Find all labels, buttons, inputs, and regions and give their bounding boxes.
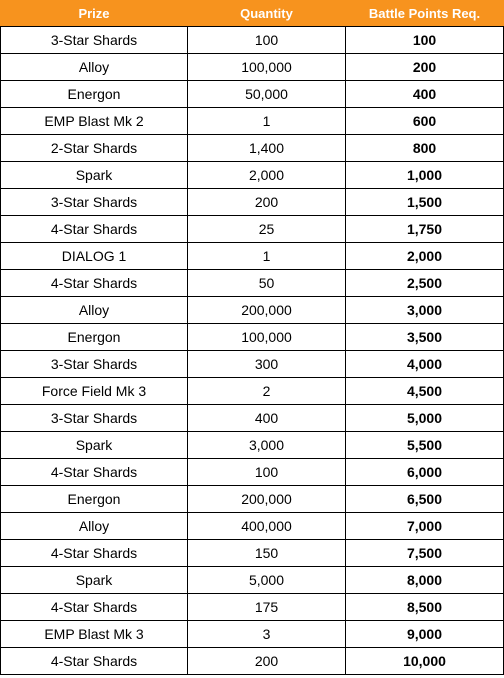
battle-points-cell: 600: [346, 108, 504, 135]
quantity-cell: 50,000: [188, 81, 346, 108]
battle-points-cell: 5,000: [346, 405, 504, 432]
table-row: [1, 81, 504, 108]
column-header-quantity: Quantity: [188, 1, 346, 27]
battle-points-cell: 2,500: [346, 270, 504, 297]
table-body: [1, 27, 504, 675]
quantity-cell: 200,000: [188, 297, 346, 324]
prize-cell: 4-Star Shards: [1, 648, 188, 675]
quantity-cell: 2,000: [188, 162, 346, 189]
table-row: [1, 351, 504, 378]
table-row: [1, 297, 504, 324]
quantity-cell: 5,000: [188, 567, 346, 594]
table-row: [1, 459, 504, 486]
battle-points-cell: 1,500: [346, 189, 504, 216]
table-row: [1, 27, 504, 54]
quantity-cell: 150: [188, 540, 346, 567]
prize-cell: 3-Star Shards: [1, 27, 188, 54]
prize-cell: Alloy: [1, 297, 188, 324]
table-row: [1, 405, 504, 432]
column-header-battle-points: Battle Points Req.: [346, 1, 504, 27]
battle-points-cell: 1,750: [346, 216, 504, 243]
table-row: [1, 108, 504, 135]
battle-points-cell: 800: [346, 135, 504, 162]
prize-cell: EMP Blast Mk 2: [1, 108, 188, 135]
table-row: [1, 162, 504, 189]
battle-points-cell: 3,500: [346, 324, 504, 351]
quantity-cell: 3,000: [188, 432, 346, 459]
prize-cell: 2-Star Shards: [1, 135, 188, 162]
prize-cell: DIALOG 1: [1, 243, 188, 270]
battle-points-cell: 4,000: [346, 351, 504, 378]
battle-points-cell: 100: [346, 27, 504, 54]
quantity-cell: 100: [188, 459, 346, 486]
table-row: [1, 243, 504, 270]
quantity-cell: 50: [188, 270, 346, 297]
quantity-cell: 200,000: [188, 486, 346, 513]
prize-cell: Force Field Mk 3: [1, 378, 188, 405]
table-row: [1, 189, 504, 216]
quantity-cell: 25: [188, 216, 346, 243]
quantity-cell: 400,000: [188, 513, 346, 540]
battle-points-cell: 8,500: [346, 594, 504, 621]
battle-points-cell: 8,000: [346, 567, 504, 594]
quantity-cell: 400: [188, 405, 346, 432]
prize-cell: Energon: [1, 486, 188, 513]
quantity-cell: 1: [188, 108, 346, 135]
table-row: [1, 135, 504, 162]
table-row: [1, 324, 504, 351]
prize-cell: 4-Star Shards: [1, 216, 188, 243]
prize-cell: Spark: [1, 567, 188, 594]
prize-cell: 4-Star Shards: [1, 594, 188, 621]
battle-points-cell: 400: [346, 81, 504, 108]
table-row: [1, 540, 504, 567]
quantity-cell: 2: [188, 378, 346, 405]
battle-points-cell: 3,000: [346, 297, 504, 324]
prize-cell: Spark: [1, 432, 188, 459]
table-row: [1, 432, 504, 459]
battle-points-cell: 6,000: [346, 459, 504, 486]
table-row: [1, 594, 504, 621]
quantity-cell: 3: [188, 621, 346, 648]
quantity-cell: 1,400: [188, 135, 346, 162]
table-row: [1, 621, 504, 648]
prize-cell: 4-Star Shards: [1, 459, 188, 486]
table-row: [1, 486, 504, 513]
quantity-cell: 100,000: [188, 54, 346, 81]
table-row: [1, 567, 504, 594]
table-row: [1, 54, 504, 81]
table-row: [1, 378, 504, 405]
quantity-cell: 200: [188, 648, 346, 675]
quantity-cell: 100,000: [188, 324, 346, 351]
table-row: [1, 648, 504, 675]
quantity-cell: 100: [188, 27, 346, 54]
prize-cell: 3-Star Shards: [1, 189, 188, 216]
prize-cell: Energon: [1, 81, 188, 108]
battle-points-cell: 2,000: [346, 243, 504, 270]
column-header-prize: Prize: [1, 1, 188, 27]
battle-points-cell: 1,000: [346, 162, 504, 189]
table-header-row: [1, 1, 504, 27]
quantity-cell: 1: [188, 243, 346, 270]
table-row: [1, 513, 504, 540]
prize-cell: Spark: [1, 162, 188, 189]
quantity-cell: 200: [188, 189, 346, 216]
prize-cell: Alloy: [1, 54, 188, 81]
prize-cell: 4-Star Shards: [1, 540, 188, 567]
battle-points-cell: 6,500: [346, 486, 504, 513]
battle-points-cell: 200: [346, 54, 504, 81]
battle-points-cell: 7,000: [346, 513, 504, 540]
battle-points-cell: 4,500: [346, 378, 504, 405]
prize-cell: 4-Star Shards: [1, 270, 188, 297]
prize-cell: Energon: [1, 324, 188, 351]
prize-cell: 3-Star Shards: [1, 405, 188, 432]
quantity-cell: 175: [188, 594, 346, 621]
prize-cell: 3-Star Shards: [1, 351, 188, 378]
battle-points-cell: 7,500: [346, 540, 504, 567]
quantity-cell: 300: [188, 351, 346, 378]
table-row: [1, 216, 504, 243]
table-row: [1, 270, 504, 297]
battle-points-cell: 9,000: [346, 621, 504, 648]
battle-points-cell: 5,500: [346, 432, 504, 459]
prize-cell: EMP Blast Mk 3: [1, 621, 188, 648]
battle-points-cell: 10,000: [346, 648, 504, 675]
prize-cell: Alloy: [1, 513, 188, 540]
